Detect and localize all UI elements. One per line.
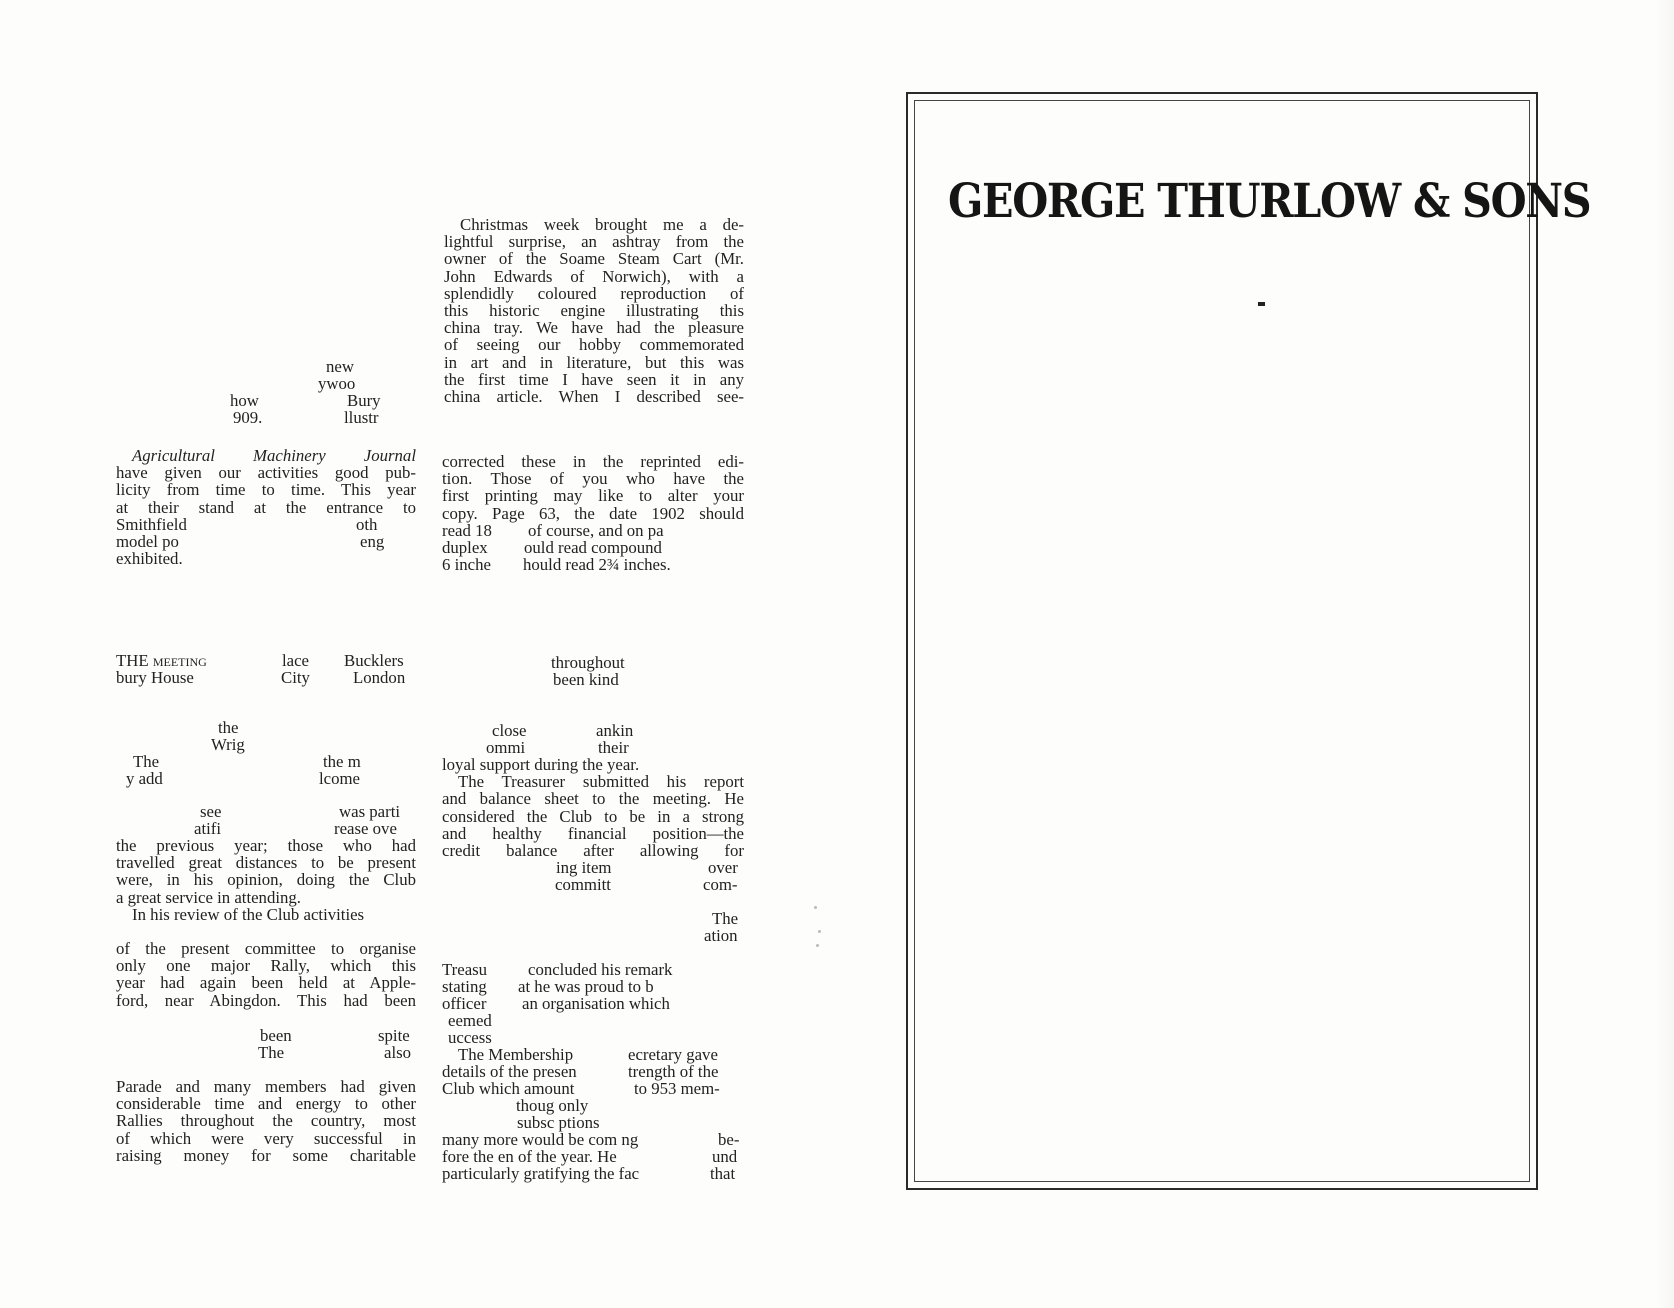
fragment-eemed: eemed xyxy=(448,1011,492,1030)
fragment-over: over xyxy=(708,858,738,877)
text-line: considered the Club to be in a strong xyxy=(442,806,744,826)
fragment-club-which: Club which amount xyxy=(442,1079,575,1098)
col2-top-paragraph xyxy=(444,216,744,405)
col2-lower-paragraph xyxy=(442,756,744,859)
text-line: this historic engine illustrating this xyxy=(444,300,744,320)
fragment-stating: stating xyxy=(442,977,487,996)
text-line: have given our activities good pub- xyxy=(116,463,416,483)
fragment-read18: read 18 xyxy=(442,521,492,540)
text-line: corrected these in the reprinted edi- xyxy=(442,452,744,471)
fragment-been: been xyxy=(260,1026,292,1045)
text-line: only one major Rally, which this xyxy=(116,956,416,976)
text-line: china article. When I described see- xyxy=(444,386,744,406)
text-line: china tray. We have had the pleasure xyxy=(444,318,744,338)
fragment-be: be- xyxy=(718,1130,740,1149)
col1-lower-paragraph xyxy=(116,837,416,923)
fragment-ommi: ommi xyxy=(486,738,526,757)
fragment-953: to 953 mem- xyxy=(634,1079,720,1098)
speck xyxy=(814,906,817,909)
fragment-committ: committ xyxy=(555,875,611,894)
speck xyxy=(816,944,819,947)
advertisement-frame xyxy=(906,92,1591,1190)
fragment-close: close xyxy=(492,721,527,740)
fragment-thoug: thoug only xyxy=(516,1096,589,1115)
fragment-been-kind: been kind xyxy=(553,670,619,689)
text-line: were, in his opinion, doing the Club xyxy=(116,870,416,890)
fragment-6inche: 6 inche xyxy=(442,555,491,574)
fragment-ankin: ankin xyxy=(596,721,634,740)
text-line: first printing may like to alter your xyxy=(442,486,744,506)
fragment-see: see xyxy=(200,802,222,821)
fragment-london: London xyxy=(353,668,406,687)
fragment-exhibited: exhibited. xyxy=(116,549,183,568)
fragment-was-parti: was parti xyxy=(339,802,401,821)
text-line: travelled great distances to be present xyxy=(116,853,416,873)
fragment-the-b: The xyxy=(133,752,160,771)
fragment-city: City xyxy=(281,668,310,687)
meeting-word: THE meeting xyxy=(116,651,207,670)
fragment-the: the xyxy=(218,718,239,737)
text-line: loyal support during the year. xyxy=(442,755,640,774)
fragment-trength: trength of the xyxy=(628,1062,719,1081)
text-line: tion. Those of you who have the xyxy=(442,469,744,489)
fragment-llustr: llustr xyxy=(344,408,379,427)
col1-lower2-paragraph xyxy=(116,940,416,1009)
text-line: In his review of the Club activities xyxy=(132,904,365,924)
fragment-their: their xyxy=(598,738,629,757)
text-line: of seeing our hobby commemorated xyxy=(444,335,744,355)
text-line: in art and in literature, but this was xyxy=(444,352,744,372)
fragment-many-more: many more would be com ng xyxy=(442,1130,639,1149)
fragment-rease-ove: rease ove xyxy=(334,819,397,838)
fragment-fore: fore the en of the year. He xyxy=(442,1147,617,1166)
fragment-uccess: uccess xyxy=(448,1028,492,1047)
text-line: of which were very successful in xyxy=(116,1128,416,1148)
ink-mark xyxy=(1258,302,1265,306)
fragment-also: also xyxy=(384,1043,412,1062)
journal-title: Agricultural Machinery Journal xyxy=(132,446,416,465)
page-edge-shadow xyxy=(1656,0,1674,1308)
fragment-details: details of the presen xyxy=(442,1062,577,1081)
text-line: the previous year; those who had xyxy=(116,836,416,855)
text-line: owner of the Soame Steam Cart (Mr. xyxy=(444,249,744,269)
text-line: Parade and many members had given xyxy=(116,1077,416,1096)
fragment-subsc: subsc ptions xyxy=(517,1113,600,1132)
text-line: considerable time and energy to other xyxy=(116,1094,416,1114)
fragment-eng: eng xyxy=(360,532,385,551)
advertisement-title: GEORGE THURLOW & SONS xyxy=(948,174,1591,229)
fragment-ecretary: ecretary gave xyxy=(628,1045,718,1064)
fragment-compound: ould read compound xyxy=(524,538,662,557)
text-line: raising money for some charitable xyxy=(116,1145,416,1165)
fragment-the-d: The xyxy=(712,909,739,928)
fragment-inches: hould read 2¾ inches. xyxy=(523,555,671,574)
fragment-y-add: y add xyxy=(126,769,163,788)
fragment-909: 909. xyxy=(233,408,263,427)
fragment-throughout: throughout xyxy=(551,653,625,672)
text-line: credit balance after allowing for xyxy=(442,840,744,860)
fragment-treasu: Treasu xyxy=(442,960,488,979)
fragment-atifi: atifi xyxy=(194,819,222,838)
fragment-bury: Bury xyxy=(347,391,381,410)
fragment-particularly: particularly gratifying the fac xyxy=(442,1164,640,1183)
fragment-oth: oth xyxy=(356,515,378,534)
fragment-concluded: concluded his remark xyxy=(528,960,673,979)
fragment-lcome: lcome xyxy=(319,769,361,788)
fragment-the-m: the m xyxy=(323,752,361,771)
fragment-com: com- xyxy=(703,875,738,894)
text-line: the first time I have seen it in any xyxy=(444,369,744,389)
fragment-lace: lace xyxy=(282,651,310,670)
fragment-the-c: The xyxy=(258,1043,285,1062)
text-line: at their stand at the entrance to xyxy=(116,497,416,517)
fragment-wrig: Wrig xyxy=(211,735,245,754)
col1-bottom-paragraph xyxy=(116,1078,416,1164)
fragment-membership: The Membership xyxy=(458,1045,574,1064)
text-line: licity from time to time. This year xyxy=(116,480,416,500)
col2-mid-paragraph xyxy=(442,453,744,522)
text-line: lightful surprise, an ashtray from the xyxy=(444,232,744,252)
text-line: John Edwards of Norwich), with a xyxy=(444,266,744,286)
text-line: ford, near Abingdon. This had been xyxy=(116,990,416,1010)
fragment-model: model po xyxy=(116,532,179,551)
fragment-spite: spite xyxy=(378,1026,410,1045)
fragment-proud: at he was proud to b xyxy=(518,977,654,996)
text-line: year had again been held at Apple- xyxy=(116,973,416,993)
fragment-that: that xyxy=(710,1164,736,1183)
text-line: and balance sheet to the meeting. He xyxy=(442,789,744,809)
text-line: Rallies throughout the country, most xyxy=(116,1111,416,1131)
text-line: a great service in attending. xyxy=(116,887,301,907)
speck xyxy=(818,930,821,933)
fragment-duplex: duplex xyxy=(442,538,488,557)
fragment-how: how xyxy=(230,391,259,410)
text-line: Christmas week brought me a de- xyxy=(460,215,744,234)
text-line: copy. Page 63, the date 1902 should xyxy=(442,503,744,523)
fragment-bucklers: Bucklers xyxy=(344,651,404,670)
fragment-smithfield: Smithfield xyxy=(116,515,187,534)
fragment-ation: ation xyxy=(704,926,738,945)
col1-mid-paragraph xyxy=(116,447,416,516)
text-line: and healthy financial position—the xyxy=(442,823,744,843)
fragment-new: new xyxy=(326,357,354,376)
fragment-the-meeting xyxy=(116,652,207,669)
text-line: of the present committee to organise xyxy=(116,939,416,958)
advertisement-inner-border xyxy=(914,100,1591,1182)
fragment-officer: officer xyxy=(442,994,487,1013)
text-line: The Treasurer submitted his report xyxy=(458,772,744,792)
fragment-organisation: an organisation which xyxy=(522,994,670,1013)
fragment-ing-item: ing item xyxy=(556,858,612,877)
gutter-specks xyxy=(808,900,828,960)
fragment-und: und xyxy=(712,1147,738,1166)
text-line: splendidly coloured reproduction of xyxy=(444,283,744,303)
fragment-bury-house: bury House xyxy=(116,668,194,687)
fragment-ywoo: ywoo xyxy=(318,374,356,393)
fragment-ofcourse: of course, and on pa xyxy=(528,521,664,540)
